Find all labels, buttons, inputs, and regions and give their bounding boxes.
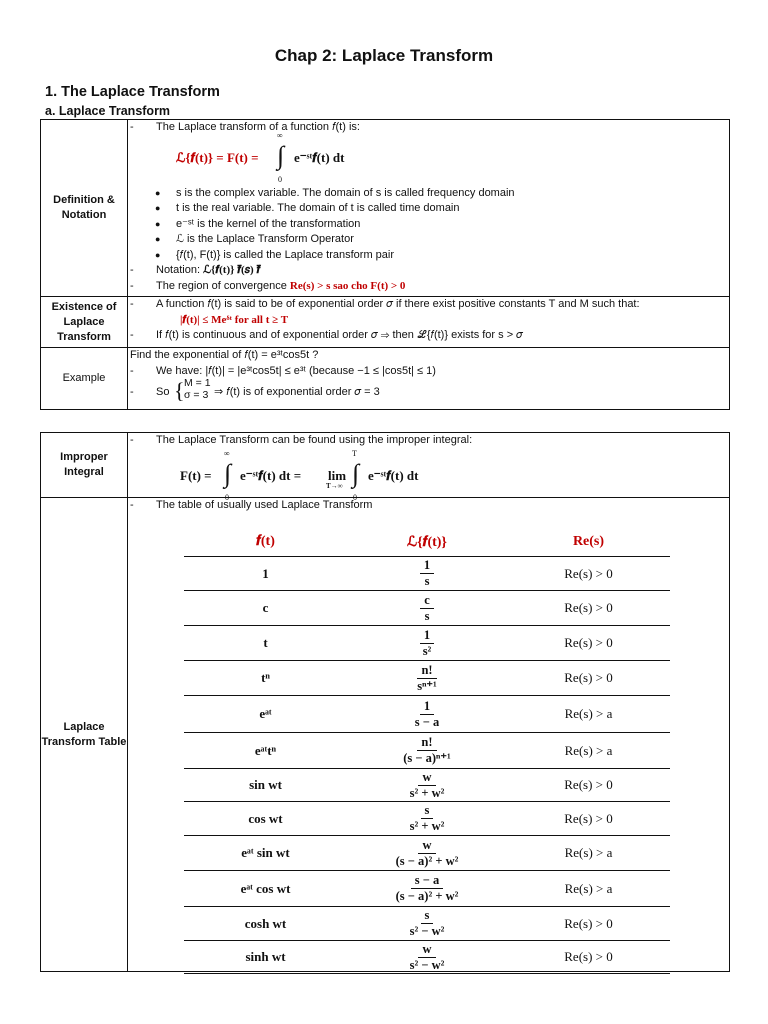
table-row bbox=[184, 769, 670, 802]
table-row bbox=[184, 733, 670, 769]
function-cell: tⁿ bbox=[184, 661, 347, 696]
bullet-3: e⁻ˢᵗ is the kernel of the transformation bbox=[176, 217, 361, 230]
existence-label: Existence of Laplace Transform bbox=[41, 297, 128, 348]
transform-cell bbox=[347, 591, 507, 626]
numerator: w bbox=[418, 942, 435, 958]
function-cell: cosh wt bbox=[184, 907, 347, 941]
convergence-line: The region of convergence Re(s) > s sao cho F(t) > 0 bbox=[156, 279, 406, 292]
denominator: (s − a)² + w² bbox=[395, 853, 459, 868]
definition-label: Definition & Notation bbox=[41, 120, 128, 297]
region-cell: Re(s) > a bbox=[507, 696, 670, 733]
transform-cell bbox=[347, 696, 507, 733]
table-row bbox=[184, 696, 670, 733]
table-row bbox=[184, 871, 670, 907]
improper-integral-cell: - The Laplace Transform can be found using the improper integral: F(t) = ∞ ∫ 0 e⁻ˢᵗ𝒇(t) dt = lim T→∞ T ∫ 0 e⁻ˢᵗ𝒇(t) dt bbox=[128, 433, 730, 498]
fraction bbox=[399, 735, 455, 766]
transform-cell bbox=[347, 871, 507, 907]
subsection-heading: a. Laplace Transform bbox=[45, 104, 171, 118]
region-cell: Re(s) > a bbox=[507, 836, 670, 871]
denominator: s² − w² bbox=[409, 924, 445, 938]
fraction bbox=[406, 942, 449, 973]
existence-line-1: A function 𝑓(t) is said to be of exponential order 𝜎 if there exist positive constants T and M such that: bbox=[156, 298, 640, 310]
function-cell: sin wt bbox=[184, 769, 347, 802]
denominator: s bbox=[424, 608, 430, 623]
denominator: s² + w² bbox=[409, 819, 445, 833]
numerator: s bbox=[421, 908, 434, 924]
denominator: sⁿ⁺¹ bbox=[417, 678, 437, 693]
numerator: w bbox=[418, 770, 435, 786]
function-cell: eᵃᵗ sin wt bbox=[184, 836, 347, 871]
function-cell: 1 bbox=[184, 557, 347, 591]
table-row bbox=[184, 941, 670, 974]
fraction bbox=[420, 593, 434, 624]
table-row bbox=[184, 907, 670, 941]
denominator: s − a bbox=[414, 714, 440, 729]
table-row bbox=[184, 626, 670, 661]
section-heading: 1. The Laplace Transform bbox=[45, 84, 220, 100]
definition-formula: ℒ{𝒇(t)} = F(t) = ∞ ∫ 0 e⁻ˢᵗ𝒇(t) dt bbox=[176, 130, 345, 184]
laplace-transform-table bbox=[184, 528, 670, 974]
region-cell: Re(s) > 0 bbox=[507, 557, 670, 591]
existence-formula: |𝒇(t)| ≤ Meᵟᵗ for all t ≥ T bbox=[180, 313, 289, 326]
region-cell: Re(s) > 0 bbox=[507, 802, 670, 836]
table-row bbox=[184, 557, 670, 591]
region-cell: Re(s) > 0 bbox=[507, 907, 670, 941]
example-question: Find the exponential of 𝑓(t) = e³ᵗcos5t ? bbox=[130, 349, 319, 361]
notation-line: Notation: ℒ{𝒇(t)} 𝒇̄(𝑠) 𝒇̄ bbox=[156, 264, 261, 276]
fraction bbox=[411, 699, 444, 730]
fraction bbox=[406, 770, 449, 801]
example-line-1: We have: |𝑓(t)| = |e³ᵗcos5t| ≤ e³ᵗ (because −1 ≤ |cos5t| ≤ 1) bbox=[156, 364, 436, 377]
fraction bbox=[413, 663, 441, 694]
numerator: s bbox=[421, 803, 434, 819]
table-row bbox=[184, 802, 670, 836]
denominator: s bbox=[424, 574, 430, 588]
improper-formula: F(t) = ∞ ∫ 0 e⁻ˢᵗ𝒇(t) dt = lim T→∞ T ∫ 0 e⁻ˢᵗ𝒇(t) dt bbox=[180, 448, 419, 502]
numerator: w bbox=[418, 838, 435, 854]
numerator: n! bbox=[417, 663, 436, 679]
transform-cell bbox=[347, 769, 507, 802]
region-cell: Re(s) > 0 bbox=[507, 769, 670, 802]
function-cell: c bbox=[184, 591, 347, 626]
example-cell: Find the exponential of 𝑓(t) = e³ᵗcos5t ? - We have: |𝑓(t)| = |e³ᵗcos5t| ≤ e³ᵗ (because −1 ≤ |cos5t| ≤ 1) - So { M = 1 σ = 3 ⇒ 𝑓(t) is of exponential order 𝜎 = 3 bbox=[128, 348, 730, 410]
fraction bbox=[392, 838, 463, 869]
fraction bbox=[406, 803, 449, 834]
fraction bbox=[406, 908, 449, 939]
numerator: 1 bbox=[420, 699, 434, 715]
fraction bbox=[420, 558, 434, 589]
region-cell: Re(s) > 0 bbox=[507, 626, 670, 661]
table-intro: The table of usually used Laplace Transform bbox=[156, 499, 373, 511]
function-cell: eᵃᵗtⁿ bbox=[184, 733, 347, 769]
header-f: 𝒇(t) bbox=[184, 528, 347, 557]
transform-cell bbox=[347, 661, 507, 696]
transform-cell bbox=[347, 907, 507, 941]
bullet-4: ℒ is the Laplace Transform Operator bbox=[176, 233, 354, 245]
denominator: s² − w² bbox=[409, 957, 445, 972]
laplace-table-label: Laplace Transform Table bbox=[41, 498, 128, 972]
example-label: Example bbox=[41, 348, 128, 410]
example-line-2: - So { M = 1 σ = 3 ⇒ 𝑓(t) is of exponential order 𝜎 = 3 bbox=[130, 377, 380, 403]
denominator: (s − a)ⁿ⁺¹ bbox=[403, 751, 451, 765]
table-row bbox=[184, 661, 670, 696]
bullet-2: t is the real variable. The domain of t is called time domain bbox=[176, 202, 460, 214]
header-transform: ℒ{𝒇(t)} bbox=[347, 528, 507, 557]
function-cell: cos wt bbox=[184, 802, 347, 836]
table-row bbox=[184, 591, 670, 626]
function-cell: eᵃᵗ bbox=[184, 696, 347, 733]
header-region: Re(s) bbox=[507, 528, 670, 557]
transform-cell bbox=[347, 836, 507, 871]
laplace-table-cell: - The table of usually used Laplace Transform bbox=[128, 498, 730, 972]
function-cell: sinh wt bbox=[184, 941, 347, 974]
transform-cell bbox=[347, 626, 507, 661]
improper-integral-label: Improper Integral bbox=[41, 433, 128, 498]
transform-cell bbox=[347, 802, 507, 836]
function-cell: t bbox=[184, 626, 347, 661]
transform-cell bbox=[347, 941, 507, 974]
definition-intro: The Laplace transform of a function 𝑓(t) is: bbox=[156, 121, 360, 133]
denominator: s² bbox=[422, 643, 432, 658]
numerator: s − a bbox=[411, 873, 444, 889]
numerator: 1 bbox=[420, 558, 434, 574]
region-cell: Re(s) > a bbox=[507, 733, 670, 769]
page-title: Chap 2: Laplace Transform bbox=[274, 46, 494, 65]
region-cell: Re(s) > 0 bbox=[507, 661, 670, 696]
fraction bbox=[419, 628, 436, 659]
numerator: 1 bbox=[420, 628, 434, 644]
function-cell: eᵃᵗ cos wt bbox=[184, 871, 347, 907]
existence-line-2: If 𝑓(t) is continuous and of exponential order 𝜎 ⇒ then ℒ{𝑓(t)} exists for s > 𝜎 bbox=[156, 329, 523, 341]
improper-intro: The Laplace Transform can be found using the improper integral: bbox=[156, 434, 473, 446]
definition-table bbox=[40, 119, 730, 410]
denominator: s² + w² bbox=[409, 785, 445, 800]
bullet-5: {𝑓(t), F(t)} is called the Laplace transform pair bbox=[176, 248, 395, 261]
region-cell: Re(s) > a bbox=[507, 871, 670, 907]
transform-cell bbox=[347, 557, 507, 591]
existence-cell: - A function 𝑓(t) is said to be of exponential order 𝜎 if there exist positive constants T and M such that: |𝒇(t)| ≤ Meᵟᵗ for all t ≥ T - If 𝑓(t) is continuous and of exponential order 𝜎 ⇒ then ℒ{𝑓(t)} exists for s > 𝜎 bbox=[128, 297, 730, 348]
table-row bbox=[184, 836, 670, 871]
region-cell: Re(s) > 0 bbox=[507, 591, 670, 626]
bullet-1: s is the complex variable. The domain of s is called frequency domain bbox=[176, 186, 515, 199]
fraction bbox=[392, 873, 463, 904]
definition-cell: - The Laplace transform of a function 𝑓(t) is: ℒ{𝒇(t)} = F(t) = ∞ ∫ 0 e⁻ˢᵗ𝒇(t) dt ● s is the complex variable. The domain of s is called frequency domain ● t is the real variable. The domain of t is called time domain ● e⁻ˢᵗ is the kernel of the transformation ● ℒ is the Laplace Transform Operator ● {𝑓(t), F(t)} is called the Laplace transform pair - Notation: ℒ{𝒇(t)} 𝒇̄(𝑠) 𝒇̄ - The region of convergence Re(s) > s sao cho F(t) > 0 bbox=[128, 120, 730, 297]
numerator: n! bbox=[417, 735, 436, 751]
transform-cell bbox=[347, 733, 507, 769]
denominator: (s − a)² + w² bbox=[395, 889, 459, 903]
numerator: c bbox=[420, 593, 434, 609]
region-cell: Re(s) > 0 bbox=[507, 941, 670, 974]
